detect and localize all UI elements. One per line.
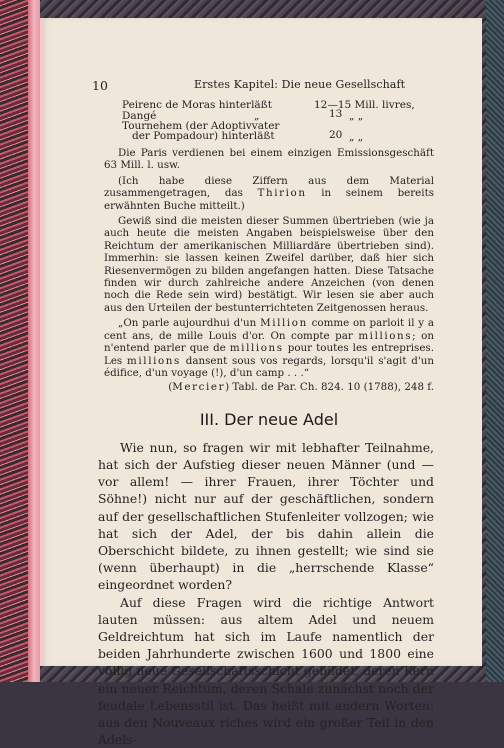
table-row-value: 13 bbox=[329, 108, 343, 120]
table-row-name: Tournehem (der Adoptivvater bbox=[122, 120, 280, 132]
page-number: 10 bbox=[92, 78, 108, 93]
paragraph: Die Paris verdienen bei einem einzigen Emissionsgeschäft 63 Mill. l. usw. bbox=[104, 147, 434, 172]
book-board-edge bbox=[486, 0, 504, 682]
table-row-value: 12—15 Mill. livres, bbox=[314, 99, 415, 111]
table-row-ditto: „ „ bbox=[349, 110, 364, 122]
fortune-table bbox=[104, 99, 434, 141]
running-head bbox=[92, 78, 434, 96]
table-row-value: 20 bbox=[329, 129, 343, 141]
quote: „On parle aujourdhui d'un Million comme on parloit il y a cent ans, de mille Louis d'or. On compte par millions; on n'entend parler que de millions pour toutes les entreprises. Les millions dansent sous vos regards, lorsqu'il s'agit d'un édifice, d'un voyage (!), d'un camp . . .“ bbox=[104, 317, 434, 379]
table-row-ditto: „ bbox=[254, 110, 260, 122]
chapter-title: Erstes Kapitel: Die neue Gesellschaft bbox=[194, 78, 406, 91]
section-heading: III. Der neue Adel bbox=[199, 409, 339, 429]
page-content bbox=[92, 78, 434, 748]
paragraph: Wie nun, so fragen wir mit lebhafter Teilnahme, hat sich der Aufstieg dieser neuen Männer (und — vor allem! — ihrer Frauen, ihrer Töchter und Söhne!) nicht nur auf der geschäftlichen, sondern auf der gesellschaftlichen Stufenleiter vollzogen; wie hat sich der Adel, der bis dahin allein die Oberschicht bildete, zu ihnen gestellt; wie sind sie (wenn überhaupt) in die „herrschende Klasse“ eingeordnet worden? bbox=[98, 439, 434, 593]
table-row-name: Dangé bbox=[122, 110, 157, 122]
paragraph: Auf diese Fragen wird die richtige Antwort lauten müssen: aus altem Adel und neuem Geldreichtum hat sich im Laufe namentlich der beiden Jahrhunderte zwischen 1600 und 1800 eine völlig neue Gesellschaftsschicht gebildet, deren Kern ein neuer Reichtum, deren Schale zunächst noch der feudale Lebensstil ist. Das heißt mit andern Worten: aus den Nouveaux riches wird ein großer Teil in den Adels- bbox=[98, 594, 434, 748]
small-print-block bbox=[104, 147, 434, 394]
paragraph: Gewiß sind die meisten dieser Summen übertrieben (wie ja auch heute die meisten Angaben beispielsweise über den Reichtum der amerikanischen Milliardäre übertrieben sind). Immerhin: sie lassen keinen Zweifel darüber, daß hier sich Riesenvermögen zu bilden angefangen hatten. Diese Tatsache finden wir durch zahlreiche andere Anzeichen (von denen noch die Rede sein wird) bestätigt. Wir lesen sie aber auch aus den Urteilen der bestunterrichteten Zeitgenossen heraus. bbox=[104, 215, 434, 314]
quote-citation: (Mercier) Tabl. de Par. Ch. 824. 10 (1788), 248 f. bbox=[168, 381, 434, 394]
page-edge bbox=[40, 18, 44, 666]
book-binding bbox=[0, 0, 40, 682]
table-row-name: der Pompadour) hinterläßt bbox=[132, 130, 275, 142]
body-text bbox=[98, 439, 434, 748]
table-row-name: Peirenc de Moras hinterläßt bbox=[122, 99, 272, 111]
paragraph: (Ich habe diese Ziffern aus dem Material zusammengetragen, das Thirion in seinem bereits erwähnten Buche mitteilt.) bbox=[104, 174, 434, 212]
table-row-ditto: „ „ bbox=[349, 131, 364, 143]
